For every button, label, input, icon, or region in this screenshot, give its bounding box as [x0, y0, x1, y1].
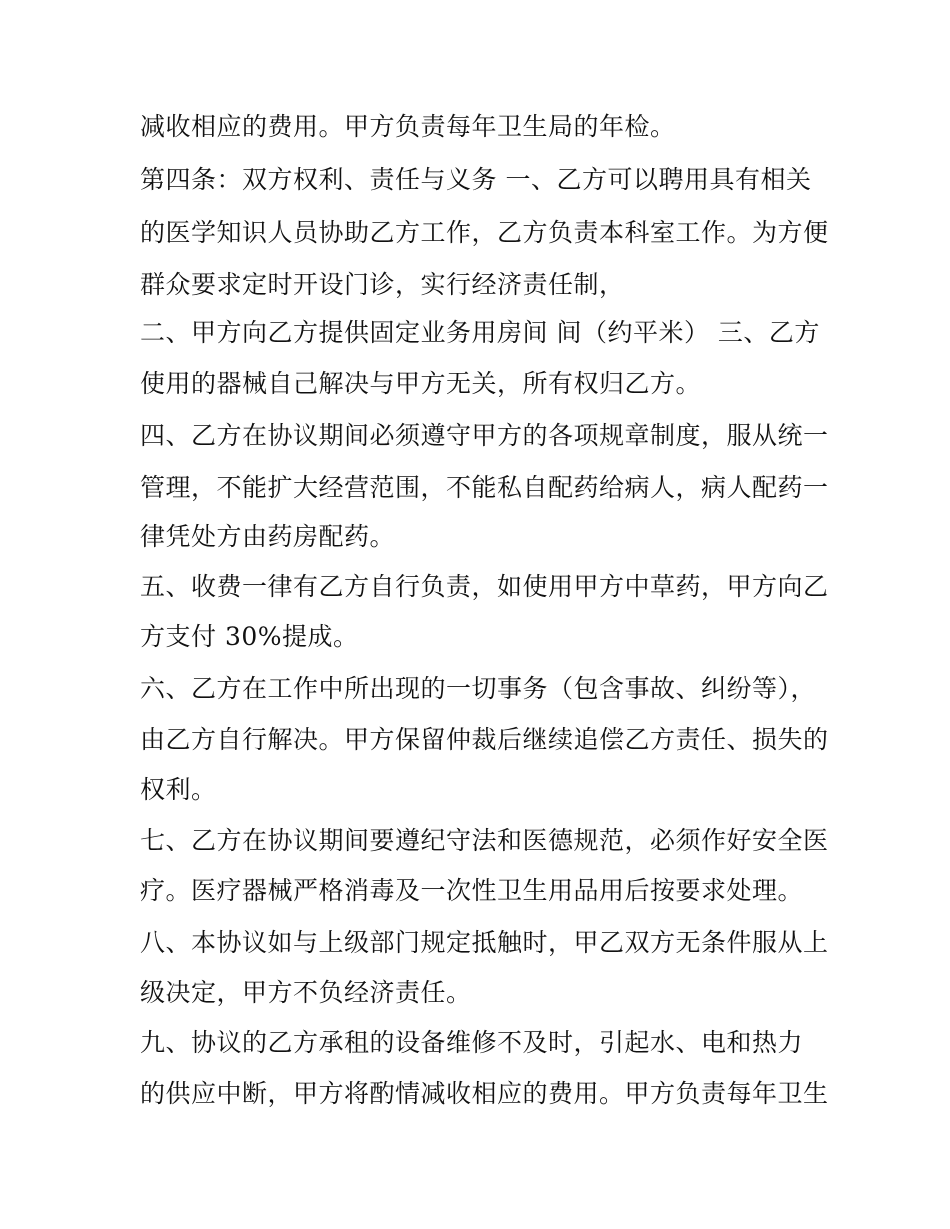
text-line: 二、甲方向乙方提供固定业务用房间 间（约平米） 三、乙方	[140, 318, 820, 347]
text-line: 疗。医疗器械严格消毒及一次性卫生用品用后按要求处理。	[140, 876, 804, 905]
text-line: 级决定，甲方不负经济责任。	[140, 978, 472, 1007]
text-line: 群众要求定时开设门诊，实行经济责任制，	[140, 270, 625, 299]
text-line: 由乙方自行解决。甲方保留仲裁后继续追偿乙方责任、损失的	[140, 725, 829, 754]
text-line: 六、乙方在工作中所出现的一切事务（包含事故、纠纷等），	[140, 674, 817, 703]
text-line: 管理，不能扩大经营范围，不能私自配药给病人，病人配药一	[140, 473, 829, 502]
text-line: 使用的器械自己解决与甲方无关，所有权归乙方。	[140, 369, 702, 398]
text-line: 四、乙方在协议期间必须遵守甲方的各项规章制度，服从统一	[140, 421, 829, 450]
text-line: 权利。	[140, 775, 217, 804]
text-line: 第四条：双方权利、责任与义务 一、乙方可以聘用具有相关	[140, 165, 812, 194]
text-line: 律凭处方由药房配药。	[140, 522, 396, 551]
text-line: 方支付 30%提成。	[140, 622, 359, 651]
text-line: 八、本协议如与上级部门规定抵触时，甲乙双方无条件服从上	[140, 928, 829, 957]
text-line: 九、协议的乙方承租的设备维修不及时，引起水、电和热力	[140, 1028, 804, 1057]
text-line: 的医学知识人员协助乙方工作，乙方负责本科室工作。为方便	[140, 218, 829, 247]
text-line: 减收相应的费用。甲方负责每年卫生局的年检。	[140, 112, 676, 141]
text-line: 七、乙方在协议期间要遵纪守法和医德规范，必须作好安全医	[140, 826, 829, 855]
text-line: 五、收费一律有乙方自行负责，如使用甲方中草药，甲方向乙	[140, 572, 829, 601]
text-line: 的供应中断，甲方将酌情减收相应的费用。甲方负责每年卫生	[140, 1079, 829, 1108]
